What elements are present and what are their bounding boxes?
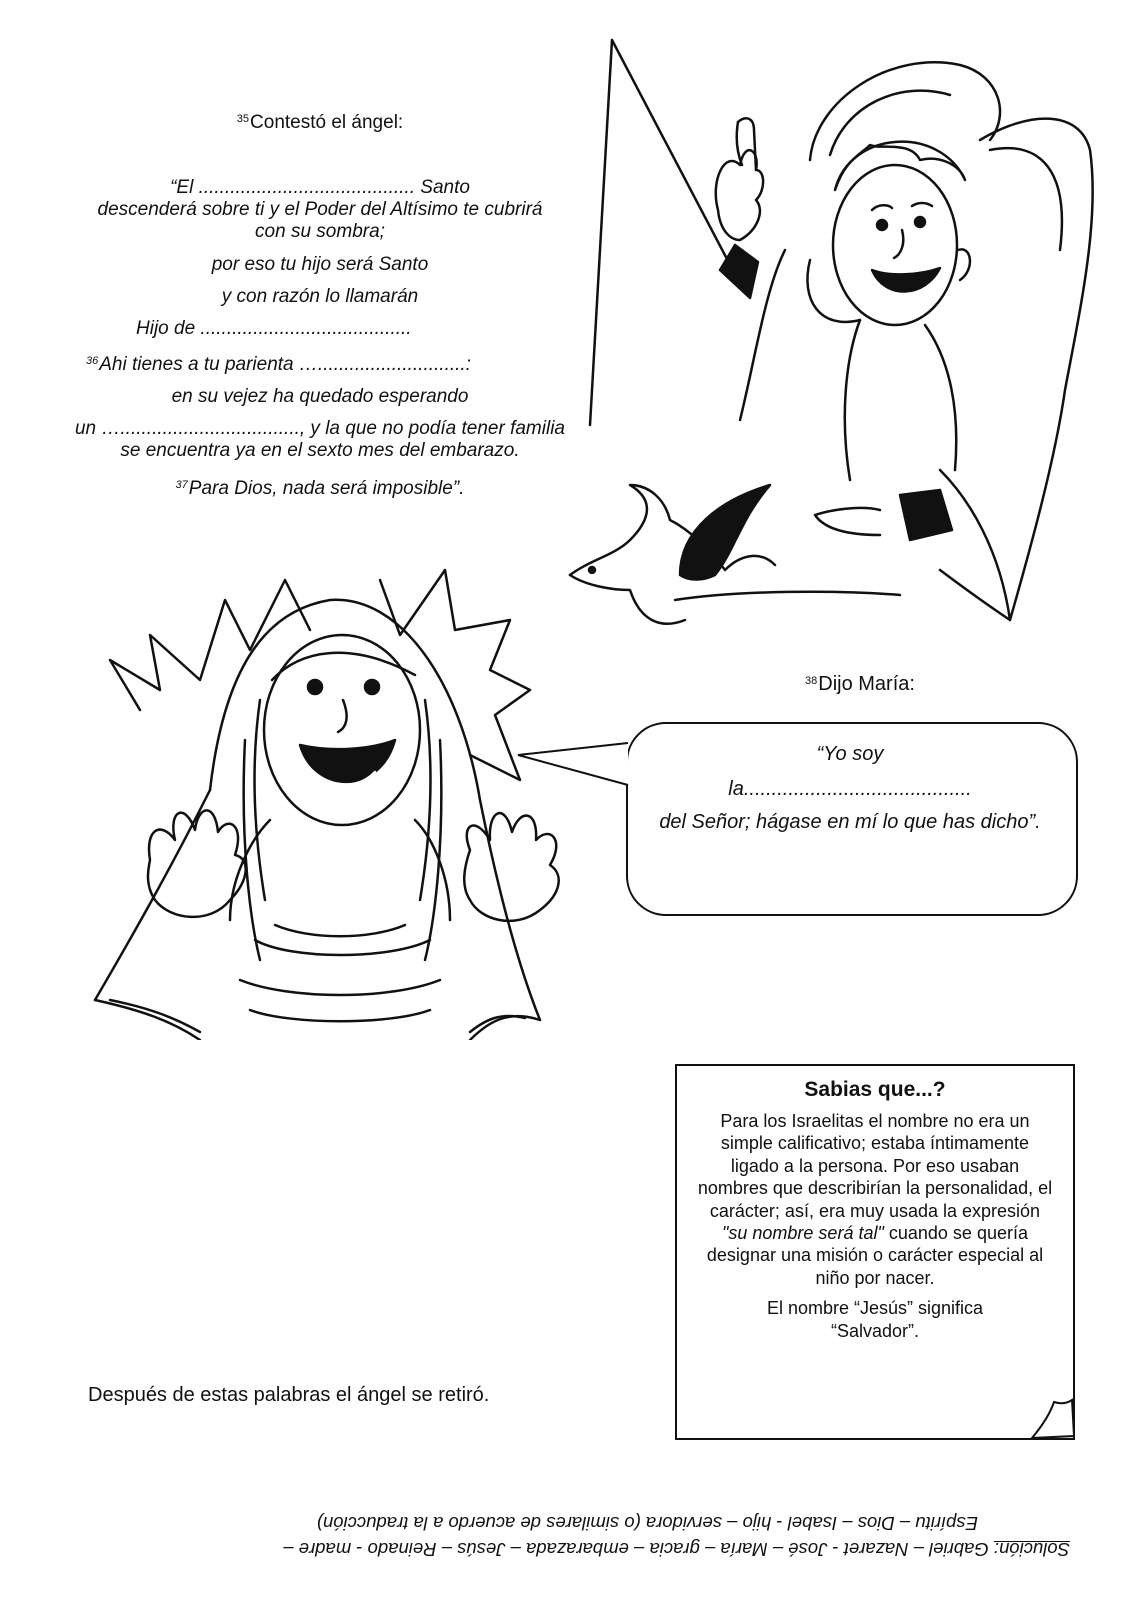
angel-line-6 bbox=[70, 350, 570, 376]
maria-intro-text: Dijo María: bbox=[818, 673, 915, 695]
solution bbox=[70, 1510, 1070, 1562]
maria-speech bbox=[640, 742, 1060, 835]
angel-line-3: por eso tu hijo será Santo bbox=[211, 254, 429, 275]
angel-line-1: “El ......................................... Santo bbox=[170, 177, 470, 198]
maria-line-2: la......................................... bbox=[728, 778, 972, 800]
info-quote: "su nombre será tal" bbox=[722, 1223, 884, 1244]
angel-line-6-text: Ahi tienes a tu parienta …............................: bbox=[99, 354, 471, 375]
verse-number: 37 bbox=[175, 479, 188, 491]
angel-line-5: Hijo de ........................................ bbox=[136, 318, 412, 339]
maria-line-1: “Yo soy bbox=[816, 743, 884, 765]
caption: Después de estas palabras el ángel se retiró. bbox=[88, 1384, 490, 1406]
info-title: Sabias que...? bbox=[804, 1078, 946, 1101]
angel-line-8: un ….................................., y la que no podía tener familia se encuentra ya en el sexto mes del embarazo. bbox=[74, 418, 565, 461]
angel-line-4: y con razón lo llamarán bbox=[221, 286, 419, 307]
speech-bubble-tail bbox=[515, 735, 635, 805]
info-body-after: cuando se quería designar una misión o carácter especial al niño por nacer. bbox=[706, 1223, 1044, 1288]
angel-line-9 bbox=[70, 474, 570, 500]
verse-number: 35 bbox=[236, 113, 250, 125]
solution-label: Solución: bbox=[993, 1539, 1070, 1560]
info-paragraph bbox=[695, 1110, 1055, 1289]
angel-line-2: descenderá sobre ti y el Poder del Altísimo te cubrirá con su sombra; bbox=[97, 199, 543, 242]
angel-illustration bbox=[560, 30, 1130, 660]
info-body-before: Para los Israelitas el nombre no era un simple calificativo; estaba íntimamente ligado a la persona. Por eso usaban nombres que describirían la personalidad, el carácter; así, era muy usada la expresión bbox=[697, 1111, 1053, 1221]
info-body bbox=[695, 1110, 1055, 1342]
angel-line-7: en su vejez ha quedado esperando bbox=[171, 386, 469, 407]
maria-line-3: del Señor; hágase en mí lo que has dicho”. bbox=[659, 811, 1041, 833]
angel-speech bbox=[70, 177, 570, 510]
info-closing: El nombre “Jesús” significa “Salvador”. bbox=[766, 1298, 984, 1341]
solution-line-1 bbox=[70, 1536, 1070, 1562]
angel-intro-text: Contestó el ángel: bbox=[250, 112, 404, 133]
solution-line-1-text: Gabriel – Nazaret - José – María – gracia – embarazada – Jesús – Reinado - madre – bbox=[283, 1539, 989, 1560]
page-curl-icon bbox=[1030, 1396, 1080, 1441]
info-box bbox=[675, 1064, 1075, 1440]
angel-intro bbox=[200, 112, 440, 134]
solution-line-2: Espíritu – Dios – Isabel - hijo – servidora (o similares de acuerdo a la traducción) bbox=[316, 1513, 978, 1534]
angel-line-9-text: Para Dios, nada será imposible”. bbox=[188, 478, 465, 499]
verse-number: 38 bbox=[805, 675, 818, 687]
verse-number: 36 bbox=[86, 355, 99, 367]
maria-intro bbox=[770, 673, 950, 696]
